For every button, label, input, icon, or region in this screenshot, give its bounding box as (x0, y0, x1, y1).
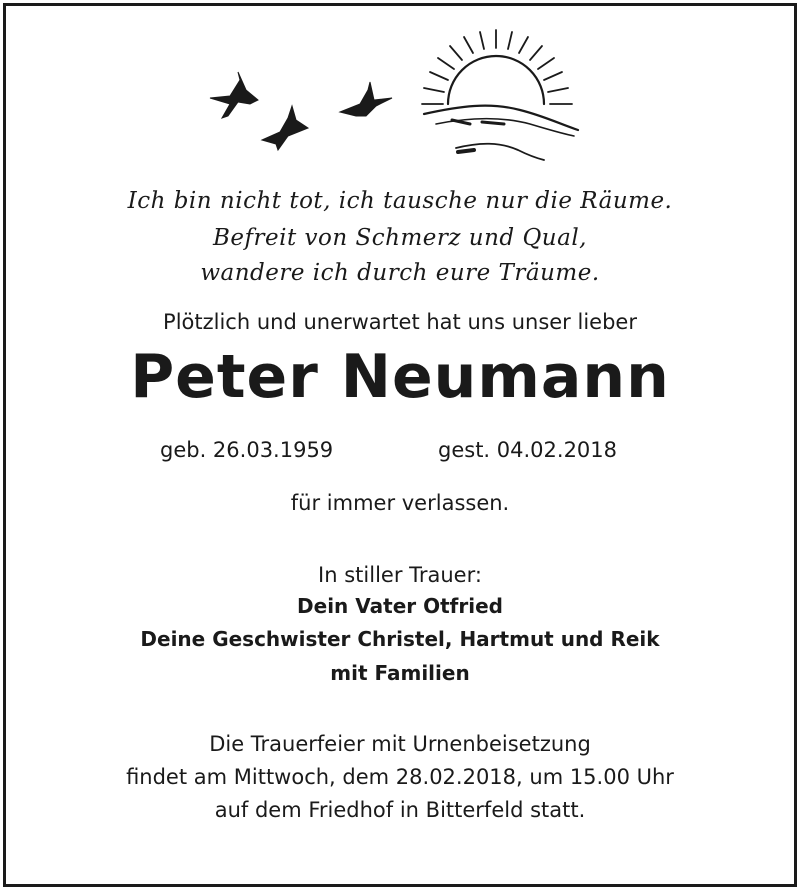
flying-birds-icon (210, 72, 392, 150)
poem-line-1: Ich bin nicht tot, ich tausche nur die Räume. (127, 188, 673, 214)
mourner-line-1: Dein Vater Otfried (297, 594, 503, 618)
mourner-line-3: mit Familien (330, 661, 470, 685)
mourners-heading: In stiller Trauer: (318, 563, 482, 587)
death-date: gest. 04.02.2018 (438, 438, 618, 462)
mourner-line-2: Deine Geschwister Christel, Hartmut und Reik (140, 627, 660, 651)
funeral-line-2: findet am Mittwoch, dem 28.02.2018, um 15.00 Uhr (126, 765, 674, 789)
deceased-name: Peter Neumann (130, 342, 670, 412)
poem-line-2: Befreit von Schmerz und Qual, (212, 225, 587, 251)
sunset-icon (422, 30, 578, 160)
birds-and-sunset-illustration (200, 20, 600, 170)
departed-text: für immer verlassen. (290, 491, 510, 515)
funeral-line-1: Die Trauerfeier mit Urnenbeisetzung (209, 732, 591, 756)
intro-text: Plötzlich und unerwartet hat uns unser lieber (163, 310, 637, 334)
birth-date: geb. 26.03.1959 (160, 438, 334, 462)
poem-line-3: wandere ich durch eure Träume. (200, 260, 600, 286)
funeral-line-3: auf dem Friedhof in Bitterfeld statt. (214, 798, 586, 822)
